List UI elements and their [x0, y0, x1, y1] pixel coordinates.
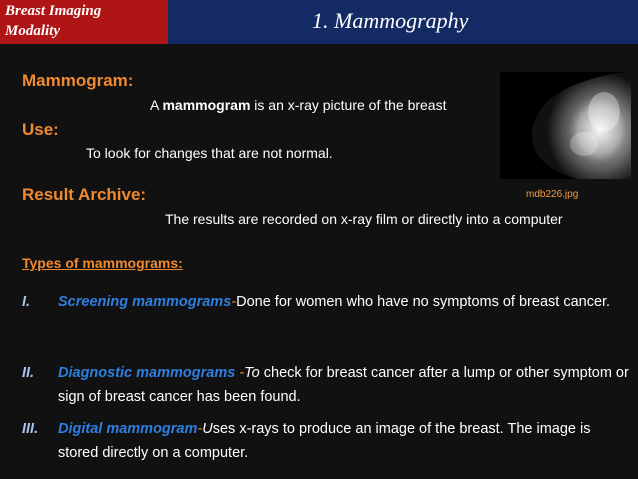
- mammogram-heading: Mammogram:: [22, 71, 134, 90]
- header-subject-line2: Modality: [5, 23, 60, 39]
- mammogram-image: [500, 72, 631, 179]
- list-item-term: Screening mammograms: [58, 294, 232, 310]
- list-item: [22, 417, 634, 465]
- list-item-term: Digital mammogram: [58, 421, 198, 437]
- result-archive-heading: Result Archive:: [22, 185, 147, 204]
- list-item: [22, 290, 634, 314]
- list-item-desc: Done for women who have no symptoms of breast cancer.: [236, 294, 611, 310]
- list-item-body: [58, 417, 634, 465]
- list-item-numeral: III.: [22, 421, 39, 437]
- list-item-desc: ses x-rays to produce an image of the breast. The image is stored directly on a computer.: [58, 421, 591, 461]
- list-item-numeral: II.: [22, 365, 35, 381]
- header-subject-label: [0, 0, 168, 44]
- mammogram-definition-pre: A: [150, 97, 163, 113]
- list-item-numeral: I.: [22, 294, 31, 310]
- mammogram-definition: [150, 97, 446, 113]
- image-caption: mdb226.jpg: [526, 189, 579, 200]
- header-subject-line1: Breast Imaging: [5, 3, 102, 19]
- mammogram-definition-post: is an x-ray picture of the breast: [250, 97, 447, 113]
- types-heading: Types of mammograms:: [22, 255, 183, 271]
- mammogram-image-graphic: [500, 72, 631, 179]
- list-item-body: [58, 290, 634, 314]
- use-text: To look for changes that are not normal.: [86, 145, 333, 161]
- use-heading: Use:: [22, 120, 59, 139]
- result-archive-text: The results are recorded on x-ray film or directly into a computer: [165, 211, 563, 227]
- list-item-term: Diagnostic mammograms: [58, 365, 236, 381]
- list-item-separator: -: [235, 365, 245, 381]
- list-item: [22, 361, 634, 409]
- list-item-separator: -: [231, 294, 237, 310]
- list-item-desc-em: To: [244, 365, 260, 381]
- slide-title: 1. Mammography: [312, 8, 469, 33]
- list-item-body: [58, 361, 634, 409]
- list-item-desc-em: U: [202, 421, 213, 437]
- mammogram-definition-term: mammogram: [162, 97, 251, 113]
- list-item-desc: check for breast cancer after a lump or other symptom or sign of breast cancer has been found.: [58, 365, 629, 405]
- list-item-separator: -: [197, 421, 203, 437]
